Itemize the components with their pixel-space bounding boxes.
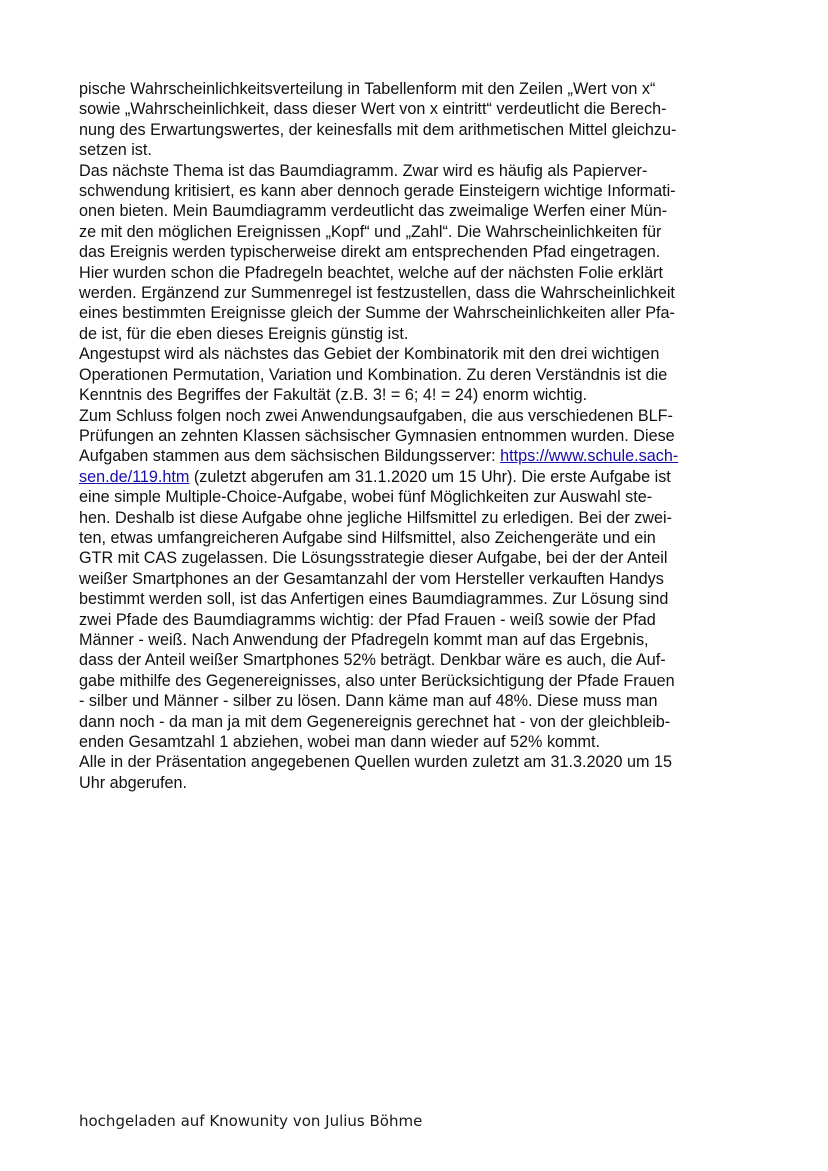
text-line: eine simple Multiple-Choice-Aufgabe, wobei fünf Möglichkeiten zur Auswahl ste- [79,488,653,507]
text-line: pische Wahrscheinlichkeitsverteilung in Tabellenform mit den Zeilen „Wert von x“ [79,80,656,98]
text-line: eines bestimmten Ereignisse gleich der Summe der Wahrscheinlichkeiten aller Pfa- [79,304,675,323]
text-line: weißer Smartphones an der Gesamtanzahl der vom Hersteller verkauften Handys [79,569,664,588]
text-line: enden Gesamtzahl 1 abziehen, wobei man dann wieder auf 52% kommt. [79,733,601,751]
text-line: setzen ist. [79,141,152,160]
text-line: nung des Erwartungswertes, der keinesfalls mit dem arithmetischen Mittel gleichzu- [79,120,677,139]
upload-footer: hochgeladen auf Knowunity von Julius Böhme [79,1112,423,1130]
text-line: Kenntnis des Begriffes der Fakultät (z.B. 3! = 6; 4! = 24) enorm wichtig. [79,386,588,405]
text-line: werden. Ergänzend zur Summenregel ist festzustellen, dass die Wahrscheinlichkeit [79,284,675,303]
text-line: onen bieten. Mein Baumdiagramm verdeutlicht das zweimalige Werfen einer Mün- [79,202,668,221]
text-line: Männer - weiß. Nach Anwendung der Pfadregeln kommt man auf das Ergebnis, [79,630,649,649]
text-line: ten, etwas umfangreicheren Aufgabe sind Hilfsmittel, also Zeichengeräte und ein [79,528,656,547]
text-line: - silber und Männer - silber zu lösen. Dann käme man auf 48%. Diese muss man [79,692,658,711]
text-line: Prüfungen an zehnten Klassen sächsischer Gymnasien entnommen wurden. Diese [79,426,675,445]
text-line-with-link [79,467,759,487]
text-line: dass der Anteil weißer Smartphones 52% beträgt. Denkbar wäre es auch, die Auf- [79,651,666,670]
text-line: ze mit den möglichen Ereignissen „Kopf“ und „Zahl“. Die Wahrscheinlichkeiten für [79,222,662,241]
text-line: bestimmt werden soll, ist das Anfertigen eines Baumdiagrammes. Zur Lösung sind [79,590,669,609]
text-line: Das nächste Thema ist das Baumdiagramm. Zwar wird es häufig als Papierver- [79,161,648,180]
source-link[interactable]: https://www.schule.sach- [500,447,679,466]
text-line: Zum Schluss folgen noch zwei Anwendungsaufgaben, die aus verschiedenen BLF- [79,406,673,425]
text-line: Operationen Permutation, Variation und Kombination. Zu deren Verständnis ist die [79,365,668,384]
text-line-with-link [79,446,759,466]
text-line: Hier wurden schon die Pfadregeln beachtet, welche auf der nächsten Folie erklärt [79,263,663,282]
text-line: sowie „Wahrscheinlichkeit, dass dieser Wert von x eintritt“ verdeutlicht die Berech- [79,100,667,119]
source-link-continuation[interactable]: sen.de/119.htm [79,467,190,486]
text-segment: Aufgaben stammen aus dem sächsischen Bildungsserver: [79,447,501,466]
text-line: das Ereignis werden typischerweise direkt am entsprechenden Pfad eingetragen. [79,243,661,262]
body-text [79,79,759,793]
text-line: de ist, für die eben dieses Ereignis günstig ist. [79,324,409,343]
text-line: Alle in der Präsentation angegebenen Quellen wurden zuletzt am 31.3.2020 um 15 [79,753,673,772]
text-line: hen. Deshalb ist diese Aufgabe ohne jegliche Hilfsmittel zu erledigen. Bei der zwei- [79,508,672,527]
text-line: zwei Pfade des Baumdiagramms wichtig: der Pfad Frauen - weiß sowie der Pfad [79,610,656,629]
text-line: schwendung kritisiert, es kann aber dennoch gerade Einsteigern wichtige Informati- [79,182,676,201]
text-line: Uhr abgerufen. [79,773,187,792]
text-line: dann noch - da man ja mit dem Gegenereignis gerechnet hat - von der gleichbleib- [79,712,671,731]
text-line: Angestupst wird als nächstes das Gebiet der Kombinatorik mit den drei wichtigen [79,345,660,364]
text-line: gabe mithilfe des Gegenereignisses, also unter Berücksichtigung der Pfade Frauen [79,671,675,690]
text-segment: (zuletzt abgerufen am 31.1.2020 um 15 Uhr). Die erste Aufgabe ist [189,467,671,486]
text-line: GTR mit CAS zugelassen. Die Lösungsstrategie dieser Aufgabe, bei der der Anteil [79,549,668,568]
